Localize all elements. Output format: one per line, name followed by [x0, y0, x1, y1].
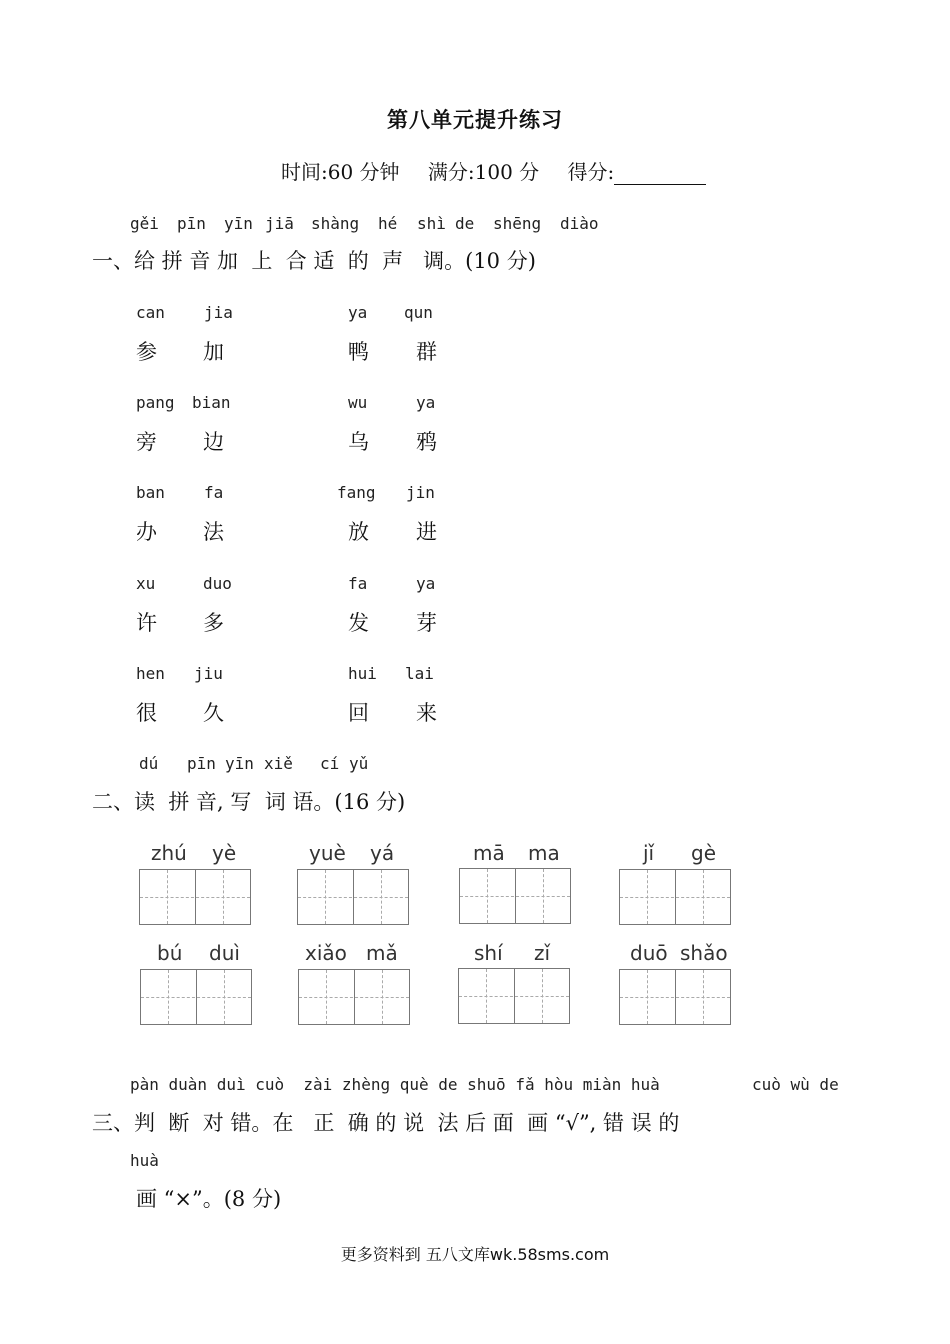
s3-pinyin-line: pàn duàn duì cuò zài zhèng què de shuō fǎ hòu miàn huà — [130, 1075, 660, 1094]
s1-pinyin: gěi — [130, 214, 159, 233]
hanzi: 边 — [203, 430, 224, 454]
grid-pinyin: zhú — [151, 841, 187, 865]
section-1-heading: 一、给 拼 音 加 上 合 适 的 声 调。(10 分) — [92, 249, 536, 273]
grid-pinyin: jǐ — [643, 841, 655, 865]
grid-pinyin: yè — [212, 841, 237, 865]
pinyin: fa — [204, 483, 224, 502]
hanzi: 办 — [136, 520, 157, 544]
hanzi: 群 — [416, 340, 437, 364]
writing-grid[interactable] — [140, 969, 252, 1025]
s1-pinyin: shēng — [493, 214, 542, 233]
s3-pinyin-line: huà — [130, 1151, 159, 1170]
writing-grid[interactable] — [139, 869, 251, 925]
grid-pinyin: xiǎo — [305, 941, 347, 965]
s1-pinyin: de — [455, 214, 475, 233]
writing-grid[interactable] — [298, 969, 410, 1025]
pinyin: jin — [406, 483, 435, 502]
grid-pinyin: gè — [691, 841, 716, 865]
pinyin: ya — [416, 393, 436, 412]
pinyin: duo — [203, 574, 232, 593]
writing-grid[interactable] — [297, 869, 409, 925]
pinyin: ya — [348, 303, 368, 322]
pinyin: bian — [192, 393, 231, 412]
hanzi: 许 — [136, 611, 157, 635]
s1-pinyin: pīn — [177, 214, 206, 233]
hanzi: 很 — [136, 701, 157, 725]
pinyin: fang — [337, 483, 376, 502]
pinyin: hen — [136, 664, 165, 683]
hanzi: 芽 — [416, 611, 437, 635]
hanzi: 旁 — [136, 430, 157, 454]
grid-pinyin: shǎo — [680, 941, 728, 965]
page-title: 第八单元提升练习 — [387, 107, 563, 132]
pinyin: wu — [348, 393, 368, 412]
hanzi: 乌 — [348, 430, 369, 454]
s2-pinyin: xiě — [264, 754, 293, 773]
hanzi: 法 — [203, 520, 224, 544]
s1-pinyin: yīn — [224, 214, 253, 233]
writing-grid[interactable] — [459, 868, 571, 924]
hanzi: 久 — [203, 701, 224, 725]
exam-meta — [281, 156, 706, 185]
grid-pinyin: ma — [528, 841, 560, 865]
hanzi: 鸦 — [416, 430, 437, 454]
pinyin: can — [136, 303, 165, 322]
grid-pinyin: zǐ — [534, 941, 551, 965]
s2-pinyin: cí — [320, 754, 340, 773]
score-blank — [614, 164, 706, 185]
pinyin: jiu — [194, 664, 223, 683]
pinyin: hui — [348, 664, 377, 683]
pinyin: qun — [404, 303, 433, 322]
grid-pinyin: yá — [370, 841, 395, 865]
pinyin: ya — [416, 574, 436, 593]
writing-grid[interactable] — [619, 969, 731, 1025]
s1-pinyin: diào — [560, 214, 599, 233]
score-label: 得分: — [567, 160, 615, 184]
section-2-heading: 二、读 拼 音, 写 词 语。(16 分) — [92, 790, 406, 814]
pinyin: ban — [136, 483, 165, 502]
s1-pinyin: jiā — [265, 214, 294, 233]
hanzi: 回 — [348, 701, 369, 725]
grid-pinyin: mǎ — [366, 941, 398, 965]
s2-pinyin: yīn — [225, 754, 254, 773]
full-score: 满分:100 分 — [427, 160, 540, 184]
section-3-heading-cont: 画 “×”。(8 分) — [136, 1187, 282, 1211]
hanzi: 进 — [416, 520, 437, 544]
writing-grid[interactable] — [619, 869, 731, 925]
hanzi: 放 — [348, 520, 369, 544]
pinyin: xu — [136, 574, 156, 593]
grid-pinyin: mā — [473, 841, 505, 865]
section-3-heading: 三、判 断 对 错。在 正 确 的 说 法 后 面 画 “√”, 错 误 的 — [92, 1111, 680, 1135]
grid-pinyin: shí — [474, 941, 503, 965]
s2-pinyin: pīn — [187, 754, 216, 773]
s1-pinyin: shàng — [311, 214, 360, 233]
grid-pinyin: duì — [209, 941, 240, 965]
footer-source: 更多资料到 五八文库wk.58sms.com — [340, 1245, 610, 1264]
hanzi: 鸭 — [348, 340, 369, 364]
hanzi: 加 — [203, 340, 224, 364]
pinyin: fa — [348, 574, 368, 593]
hanzi: 来 — [416, 701, 437, 725]
writing-grid[interactable] — [458, 968, 570, 1024]
pinyin: pang — [136, 393, 175, 412]
grid-pinyin: bú — [157, 941, 183, 965]
s1-pinyin: hé — [378, 214, 398, 233]
grid-pinyin: yuè — [309, 841, 346, 865]
hanzi: 多 — [203, 611, 224, 635]
pinyin: lai — [405, 664, 434, 683]
s1-pinyin: shì — [417, 214, 446, 233]
hanzi: 发 — [348, 611, 369, 635]
grid-pinyin: duō — [630, 941, 668, 965]
hanzi: 参 — [136, 340, 157, 364]
time-limit: 时间:60 分钟 — [281, 160, 400, 184]
s3-pinyin-line: cuò wù de — [752, 1075, 839, 1094]
pinyin: jia — [204, 303, 233, 322]
s2-pinyin: yǔ — [349, 754, 369, 773]
s2-pinyin: dú — [139, 754, 159, 773]
